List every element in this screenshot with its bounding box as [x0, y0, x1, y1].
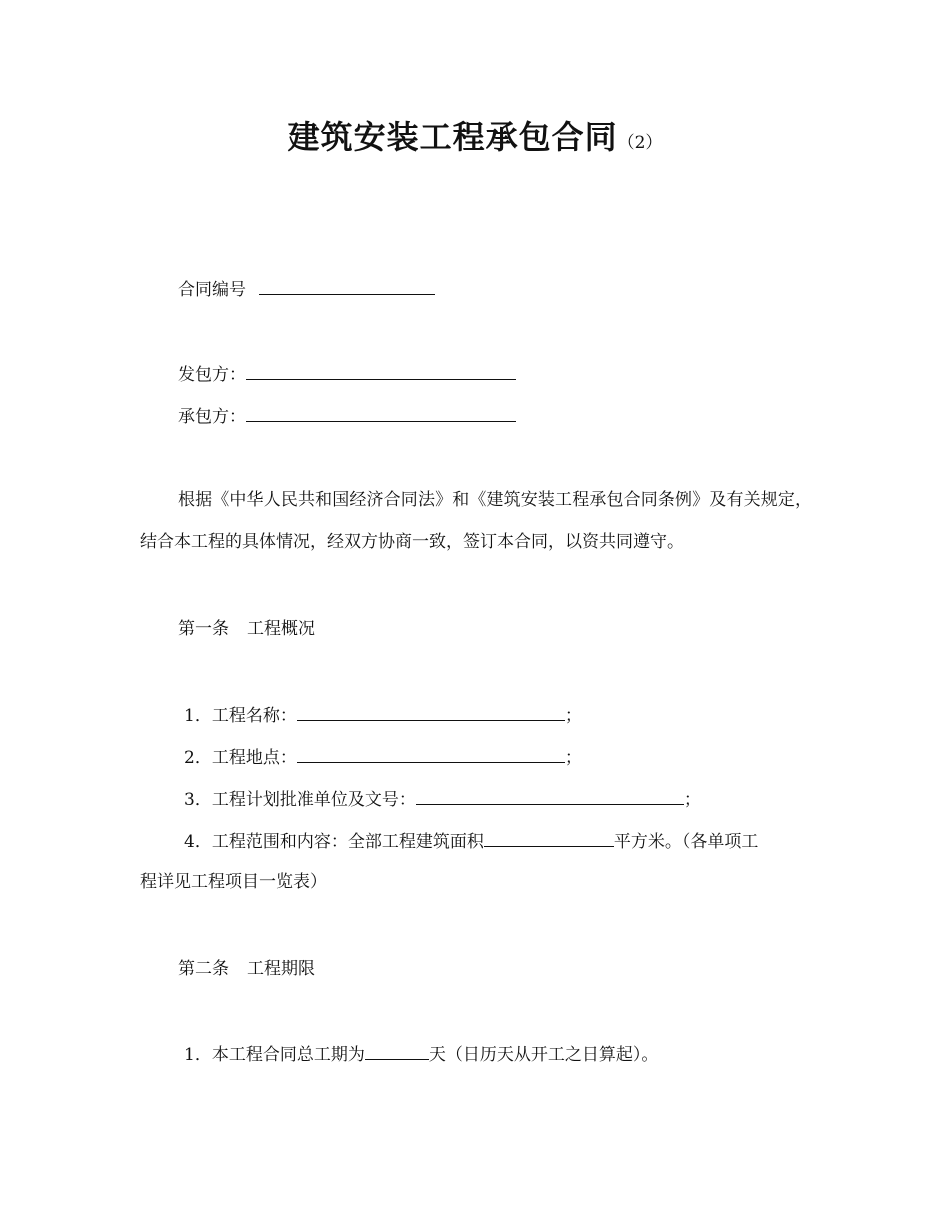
- article1-heading: [178, 617, 315, 641]
- article2-title: 工程期限: [247, 959, 315, 979]
- item-after: 平方米。（各单项工: [613, 832, 759, 852]
- item-number: 2．: [184, 748, 212, 768]
- article2-heading: [178, 957, 315, 981]
- project-location-blank: [297, 744, 565, 763]
- item-after: 天（日历天从开工之日算起）。: [428, 1045, 659, 1065]
- item-number: 3．: [184, 790, 212, 810]
- employer-label: 发包方：: [178, 365, 246, 385]
- item-end: ；: [564, 706, 582, 726]
- contractor-label: 承包方：: [178, 407, 246, 427]
- employer-row: [178, 361, 516, 387]
- article1-item-2: [178, 744, 582, 770]
- item-label: 工程名称：: [211, 706, 297, 726]
- contract-number-row: [178, 276, 435, 302]
- floor-area-blank: [484, 828, 614, 847]
- article1-item-1: [178, 702, 582, 728]
- item-label: 工程计划批准单位及文号：: [211, 790, 416, 810]
- item-label: 工程范围和内容：全部工程建筑面积: [211, 832, 484, 852]
- article1-title: 工程概况: [247, 619, 315, 639]
- article1-item-4-continuation: 程详见工程项目一览表）: [140, 872, 327, 892]
- project-name-blank: [297, 702, 565, 721]
- title-suffix: （2）: [617, 133, 663, 153]
- contract-number-blank: [259, 276, 435, 295]
- item-end: ；: [683, 790, 701, 810]
- contractor-blank: [246, 403, 516, 422]
- item-number: 1．: [184, 1045, 212, 1065]
- item-end: ；: [564, 748, 582, 768]
- approval-unit-blank: [416, 786, 684, 805]
- item-number: 4．: [184, 832, 212, 852]
- item-number: 1．: [184, 706, 212, 726]
- preamble-paragraph: 根据《中华人民共和国经济合同法》和《建筑安装工程承包合同条例》及有关规定，结合本工程的具体情况，经双方协商一致，签订本合同，以资共同遵守。: [140, 490, 812, 552]
- article1-number: 第一条: [178, 619, 229, 639]
- article2-number: 第二条: [178, 959, 229, 979]
- article1-item-4: [178, 828, 758, 854]
- article1-item-3: [178, 786, 701, 812]
- item-label: 本工程合同总工期为: [211, 1045, 365, 1065]
- article2-item-1: [178, 1041, 658, 1067]
- employer-blank: [246, 361, 516, 380]
- document-title: [0, 112, 950, 158]
- item-label: 工程地点：: [211, 748, 297, 768]
- title-main: 建筑安装工程承包合同: [287, 118, 618, 156]
- contractor-row: [178, 403, 516, 429]
- total-duration-blank: [365, 1041, 429, 1060]
- contract-number-label: 合同编号: [178, 280, 246, 300]
